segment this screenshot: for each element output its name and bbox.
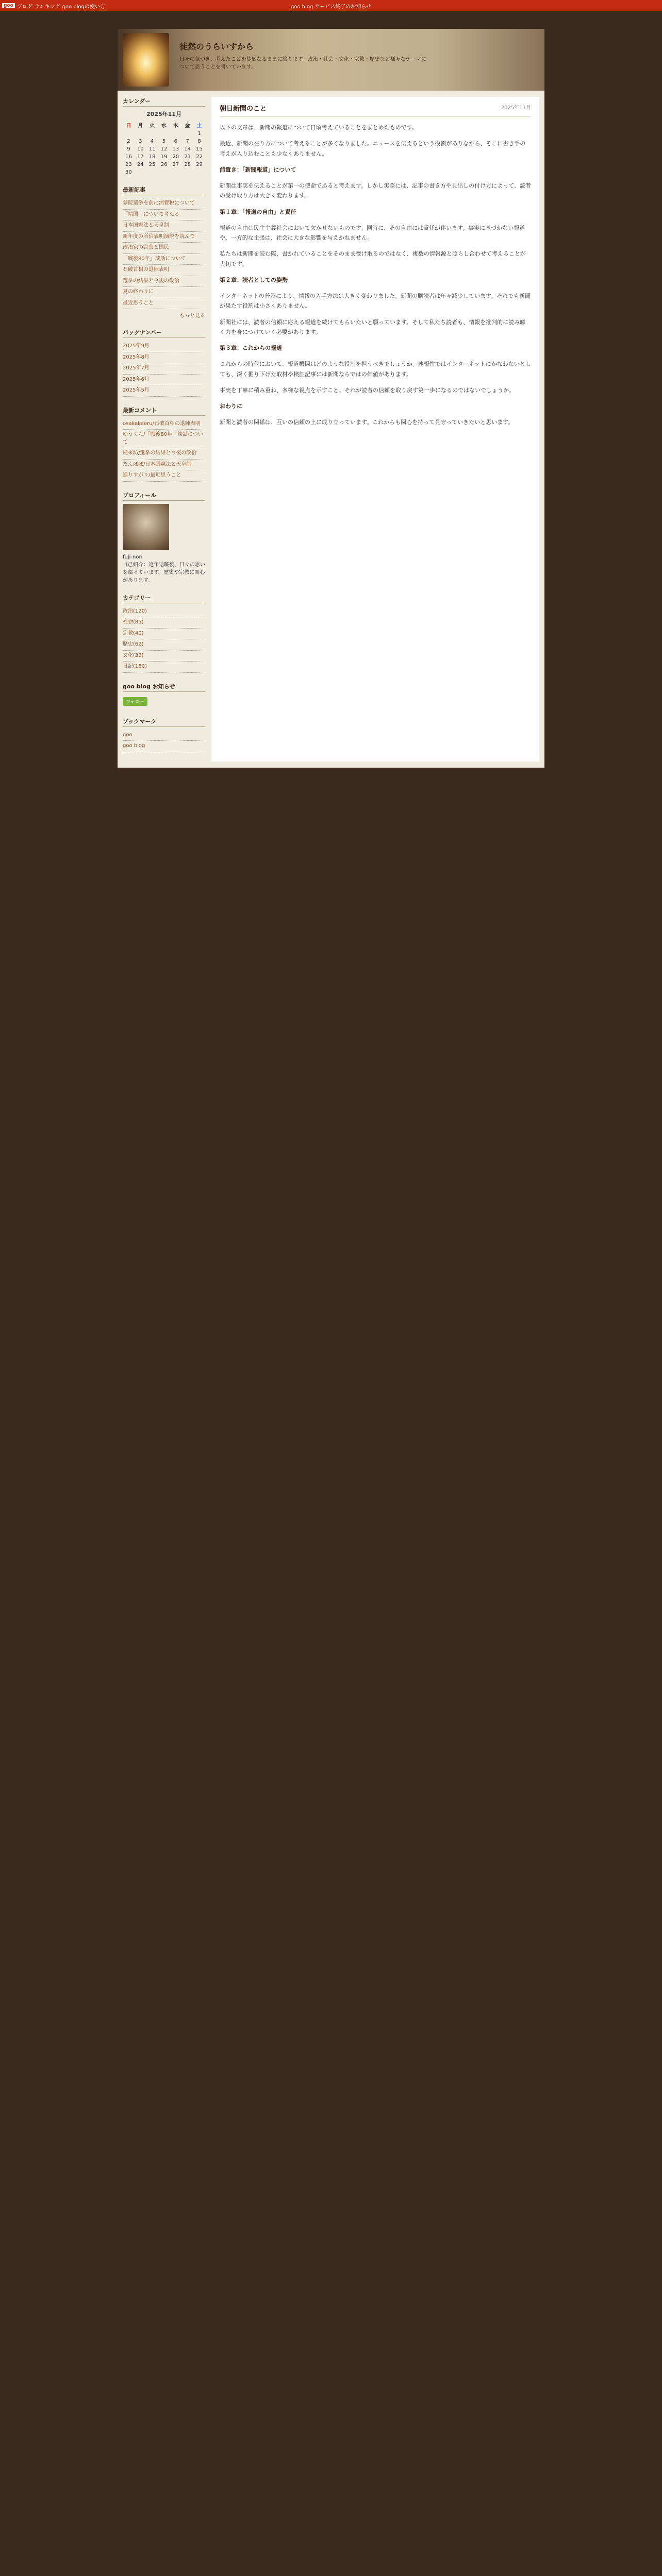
recent-post-link[interactable]: 選挙の結果と今後の政治 bbox=[123, 276, 205, 287]
post-paragraph: 新聞と読者の関係は、互いの信頼の上に成り立っています。これからも関心を持って見守っていきたいと思います。 bbox=[220, 419, 514, 426]
recent-post-link[interactable]: 「靖国」について考える bbox=[123, 210, 205, 221]
calendar-heading: カレンダー bbox=[123, 97, 205, 107]
blog-title[interactable]: 徒然のうらいすから bbox=[179, 42, 254, 52]
calendar-box bbox=[123, 97, 205, 176]
calendar-day[interactable]: 26 bbox=[160, 162, 168, 167]
calendar-day[interactable]: 24 bbox=[137, 162, 144, 167]
calendar-day[interactable]: 25 bbox=[148, 162, 156, 167]
post-section-heading: おわりに bbox=[220, 403, 242, 410]
calendar-day bbox=[170, 168, 181, 176]
calendar-weekday: 木 bbox=[173, 123, 178, 129]
categories-heading: カテゴリー bbox=[123, 594, 205, 603]
calendar-weekday: 土 bbox=[196, 123, 202, 129]
calendar-day bbox=[158, 168, 170, 176]
profile-box bbox=[123, 491, 205, 584]
calendar-day[interactable]: 5 bbox=[162, 139, 166, 144]
archive-link[interactable]: 2025年8月 bbox=[123, 352, 205, 364]
calendar-day[interactable]: 19 bbox=[160, 154, 168, 160]
bookmarks-heading: ブックマーク bbox=[123, 717, 205, 727]
calendar-day[interactable]: 18 bbox=[148, 154, 156, 160]
recent-comment-link[interactable]: osakakaeru/石破首相の退陣表明 bbox=[123, 419, 205, 430]
calendar-day[interactable]: 17 bbox=[137, 154, 144, 160]
calendar-weekday: 水 bbox=[161, 123, 167, 129]
bookmark-link[interactable]: goo blog bbox=[123, 741, 205, 752]
follow-button[interactable]: フォロー bbox=[123, 697, 147, 706]
post-section-heading: 第１章：「報道の自由」と責任 bbox=[220, 208, 296, 215]
calendar-day[interactable]: 14 bbox=[184, 146, 191, 152]
calendar-day bbox=[146, 168, 158, 176]
calendar-day[interactable]: 29 bbox=[196, 162, 203, 167]
top-bar bbox=[0, 0, 662, 11]
category-link[interactable]: 歴史(62) bbox=[123, 639, 205, 651]
calendar-day bbox=[181, 168, 193, 176]
calendar-day bbox=[193, 168, 205, 176]
archives-heading: バックナンバー bbox=[123, 328, 205, 338]
calendar-day bbox=[181, 130, 193, 138]
calendar-table bbox=[123, 120, 205, 176]
calendar-day[interactable]: 15 bbox=[196, 146, 203, 152]
calendar-month: 2025年11月 bbox=[146, 111, 181, 117]
follow-box bbox=[123, 682, 205, 708]
calendar-day bbox=[123, 130, 135, 138]
more-link[interactable]: もっと見る bbox=[179, 313, 205, 319]
goo-logo[interactable]: goo bbox=[2, 3, 15, 8]
blog-page bbox=[118, 29, 544, 768]
bookmark-link[interactable]: goo bbox=[123, 730, 205, 741]
calendar-weekday: 月 bbox=[138, 123, 143, 129]
recent-posts-heading: 最新記事 bbox=[123, 185, 205, 195]
category-link[interactable]: 日記(150) bbox=[123, 662, 205, 673]
calendar-day bbox=[135, 130, 146, 138]
category-link[interactable]: 政治(120) bbox=[123, 606, 205, 618]
post-paragraph: 以下の文章は、新聞の報道について日頃考えていることをまとめたものです。 bbox=[220, 124, 418, 131]
bookmarks-box bbox=[123, 717, 205, 752]
categories-list bbox=[123, 606, 205, 673]
calendar-day[interactable]: 23 bbox=[125, 162, 132, 167]
calendar-day bbox=[170, 130, 181, 138]
post-section-heading: 第３章：これからの報道 bbox=[220, 345, 282, 351]
recent-post-link[interactable]: 日本国憲法と天皇制 bbox=[123, 221, 205, 232]
topbar-link-2[interactable]: goo blogの使い方 bbox=[62, 4, 105, 10]
calendar-day[interactable]: 1 bbox=[197, 131, 201, 137]
calendar-day[interactable]: 20 bbox=[172, 154, 179, 160]
calendar-day bbox=[135, 168, 146, 176]
recent-comment-link[interactable]: 風来坊/選挙の結果と今後の政治 bbox=[123, 448, 205, 460]
service-end-notice[interactable]: goo blog サービス終了のお知らせ bbox=[290, 4, 372, 10]
categories-box bbox=[123, 594, 205, 673]
category-link[interactable]: 社会(85) bbox=[123, 617, 205, 629]
profile-heading: プロフィール bbox=[123, 491, 205, 501]
profile-name[interactable]: fuji-nori bbox=[123, 554, 143, 560]
calendar-day[interactable]: 7 bbox=[186, 139, 189, 144]
sidebar bbox=[123, 97, 205, 761]
archive-link[interactable]: 2025年7月 bbox=[123, 363, 205, 375]
topbar-link-0[interactable]: ブログ bbox=[16, 4, 32, 10]
calendar-day[interactable]: 11 bbox=[148, 146, 156, 152]
calendar-day bbox=[146, 130, 158, 138]
calendar-day[interactable]: 22 bbox=[196, 154, 203, 160]
recent-post-link[interactable]: 「戦後80年」談話について bbox=[123, 254, 205, 265]
archive-link[interactable]: 2025年9月 bbox=[123, 341, 205, 352]
recent-comments-heading: 最新コメント bbox=[123, 406, 205, 416]
calendar-day[interactable]: 6 bbox=[174, 139, 177, 144]
topbar-link-1[interactable]: ランキング bbox=[34, 4, 60, 10]
post-section-heading: 第２章：読者としての姿勢 bbox=[220, 276, 288, 283]
recent-comment-link[interactable]: ゆうくん/「戦後80年」談話について bbox=[123, 430, 205, 448]
calendar-day[interactable]: 12 bbox=[160, 146, 168, 152]
recent-posts-list bbox=[123, 198, 205, 309]
calendar-day bbox=[158, 130, 170, 138]
post-section-heading: 前置き：「新聞報道」について bbox=[220, 166, 296, 173]
post-paragraph: 報道の自由は民主主義社会において欠かせないものです。同時に、その自由には責任が伴います。事実に基づかない報道や、一方的な主張は、社会に大きな影響を与えかねません。 bbox=[220, 224, 525, 241]
calendar-day[interactable]: 10 bbox=[137, 146, 144, 152]
profile-text: 自己紹介：定年退職後、日々の思いを綴っています。歴史や宗教に関心があります。 bbox=[123, 562, 205, 583]
recent-comments-box bbox=[123, 406, 205, 482]
main-content bbox=[211, 97, 539, 761]
calendar-day[interactable]: 30 bbox=[125, 170, 132, 175]
calendar-day[interactable]: 16 bbox=[125, 154, 132, 160]
post-body bbox=[220, 123, 531, 428]
post-paragraph: 事実を丁寧に積み重ね、多様な視点を示すこと。それが読者の信頼を取り戻す第一歩になるのではないでしょうか。 bbox=[220, 386, 515, 394]
category-link[interactable]: 宗教(40) bbox=[123, 629, 205, 640]
calendar-day[interactable]: 9 bbox=[127, 146, 130, 152]
category-link[interactable]: 文化(33) bbox=[123, 651, 205, 662]
archive-link[interactable]: 2025年5月 bbox=[123, 385, 205, 397]
post-date: 2025年11月 bbox=[501, 105, 531, 111]
calendar-day[interactable]: 13 bbox=[172, 146, 179, 152]
post-paragraph: 新聞は事実を伝えることが第一の使命であると考えます。しかし実際には、記事の書き方や見出しの付け方によって、読者の受け取り方は大きく変わります。 bbox=[220, 182, 531, 199]
calendar-weekday: 火 bbox=[150, 123, 155, 129]
recent-comments-list bbox=[123, 419, 205, 482]
post-paragraph: 私たちは新聞を読む際、書かれていることをそのまま受け取るのではなく、複数の情報源と照らし合わせて考えることが大切です。 bbox=[220, 250, 526, 267]
blog-header bbox=[118, 29, 544, 91]
archives-box bbox=[123, 328, 205, 397]
recent-post-link[interactable]: 夏の終わりに bbox=[123, 287, 205, 298]
blog-description: 日々の気づき、考えたことを徒然なるままに綴ります。政治・社会・文化・宗教・歴史など様々なテーマについて思うことを書いています。 bbox=[179, 57, 426, 70]
calendar-day[interactable]: 27 bbox=[172, 162, 179, 167]
archives-list bbox=[123, 341, 205, 397]
follow-heading: goo blog お知らせ bbox=[123, 682, 205, 692]
calendar-day[interactable]: 8 bbox=[197, 139, 201, 144]
header-candle-image bbox=[123, 33, 169, 87]
recent-comment-link[interactable]: たんぽぽ/日本国憲法と天皇制 bbox=[123, 460, 205, 471]
post-paragraph: これからの時代において、報道機関はどのような役割を担うべきでしょうか。速報性ではインターネットにかなわないとしても、深く掘り下げた取材や検証記事には新聞ならではの価値があります。 bbox=[220, 361, 531, 378]
calendar-weekday: 金 bbox=[185, 123, 190, 129]
calendar-day[interactable]: 21 bbox=[184, 154, 191, 160]
calendar-weekday: 日 bbox=[126, 123, 131, 129]
recent-post-link[interactable]: 政治家の言葉と国民 bbox=[123, 243, 205, 254]
calendar-day[interactable]: 28 bbox=[184, 162, 191, 167]
recent-post-link[interactable]: 参院選挙を前に消費税について bbox=[123, 198, 205, 210]
recent-post-link[interactable]: 新年度の所信表明演説を読んで bbox=[123, 232, 205, 243]
post-paragraph: 新聞社には、読者の信頼に応える報道を続けてもらいたいと願っています。そして私たち読者も、情報を批判的に読み解く力を身につけていく必要があります。 bbox=[220, 318, 526, 335]
profile-avatar[interactable] bbox=[123, 504, 169, 550]
post-paragraph: 最近、新聞の在り方について考えることが多くなりました。ニュースを伝えるという役割がありながら、そこに書き手の考えが入り込むことも少なくありません。 bbox=[220, 140, 526, 157]
bookmarks-list bbox=[123, 730, 205, 752]
calendar-day[interactable]: 3 bbox=[139, 139, 142, 144]
post-title[interactable]: 朝日新聞のこと bbox=[220, 105, 267, 113]
recent-post-link[interactable]: 石破首相の退陣表明 bbox=[123, 265, 205, 276]
archive-link[interactable]: 2025年6月 bbox=[123, 375, 205, 386]
recent-comment-link[interactable]: 通りすがり/最近思うこと bbox=[123, 470, 205, 482]
recent-posts-box bbox=[123, 185, 205, 319]
recent-post-link[interactable]: 最近思うこと bbox=[123, 298, 205, 310]
calendar-day[interactable]: 4 bbox=[150, 139, 154, 144]
post-title-bar bbox=[220, 103, 531, 116]
calendar-day[interactable]: 2 bbox=[127, 139, 130, 144]
post-paragraph: インターネットの普及により、情報の入手方法は大きく変わりました。新聞の購読者は年々減少しています。それでも新聞が果たす役割は小さくありません。 bbox=[220, 293, 531, 310]
